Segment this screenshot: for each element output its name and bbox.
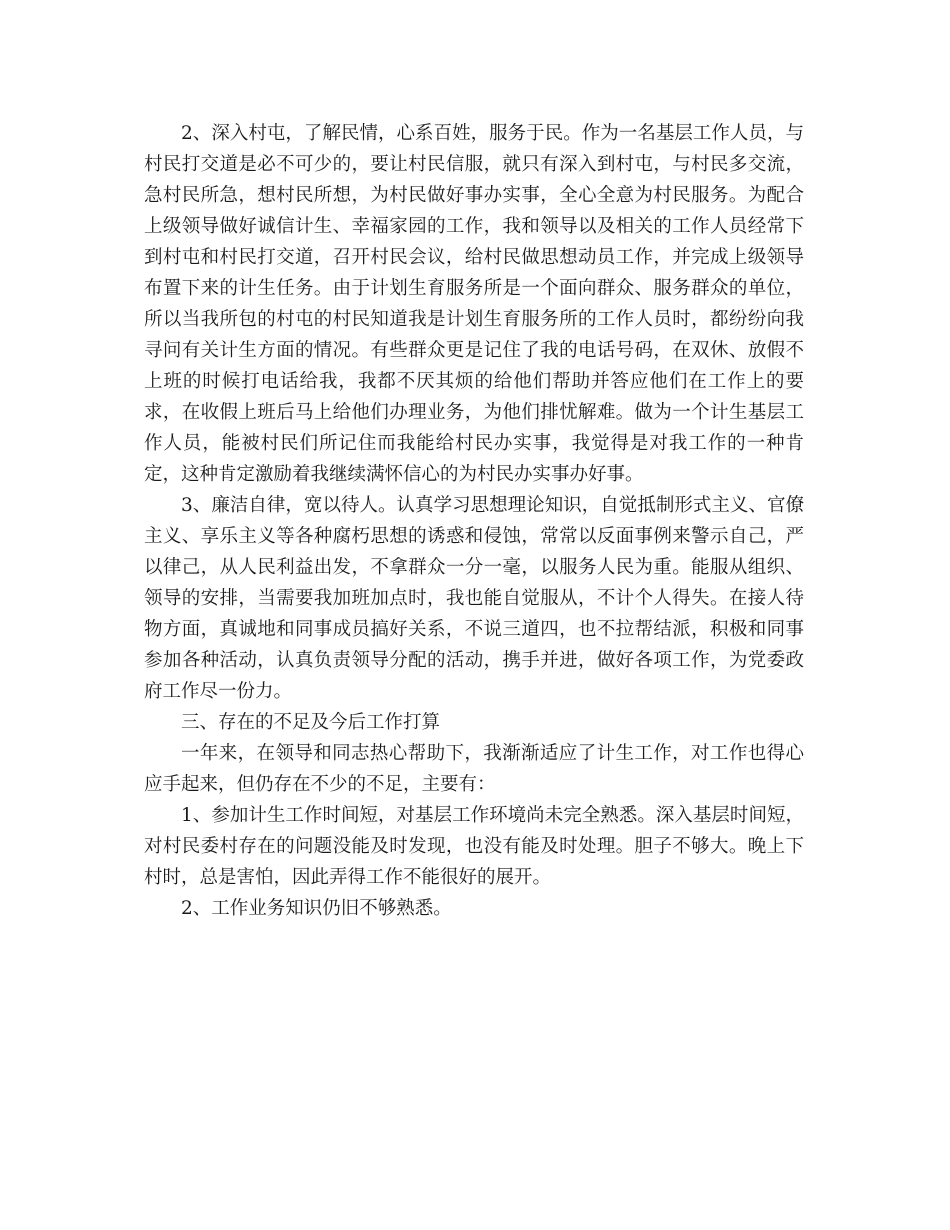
paragraph-shortcoming-2: 2、工作业务知识仍旧不够熟悉。 <box>181 898 452 919</box>
paragraph-intro: 一年来，在领导和同志热心帮助下，我渐渐适应了计生工作，对工作也得心应手起来，但仍存在不少的不足，主要有： <box>144 743 804 795</box>
section-heading-3: 三、存在的不足及今后工作打算 <box>181 712 441 733</box>
paragraph-point-3: 3、廉洁自律，宽以待人。认真学习思想理论知识，自觉抵制形式主义、官僚主义、享乐主义等各种腐朽思想的诱惑和侵蚀，常常以反面事例来警示自己，严以律己，从人民利益出发，不拿群众一分一毫，以服务人民为重。能服从组织、领导的安排，当需要我加班加点时，我也能自觉服从，不计个人得失。在接人待物方面，真诚地和同事成员搞好关系，不说三道四，也不拉帮结派，积极和同事参加各种活动，认真负责领导分配的活动，携手并进，做好各项工作，为党委政府工作尽一份力。 <box>144 495 804 702</box>
paragraph-point-2: 2、深入村屯，了解民情，心系百姓，服务于民。作为一名基层工作人员，与村民打交道是必不可少的，要让村民信服，就只有深入到村屯，与村民多交流，急村民所急，想村民所想，为村民做好事办实事，全心全意为村民服务。为配合上级领导做好诚信计生、幸福家园的工作，我和领导以及相关的工作人员经常下到村屯和村民打交道，召开村民会议，给村民做思想动员工作，并完成上级领导布置下来的计生任务。由于计划生育服务所是一个面向群众、服务群众的单位，所以当我所包的村屯的村民知道我是计划生育服务所的工作人员时，都纷纷向我寻问有关计生方面的情况。有些群众更是记住了我的电话号码，在双休、放假不上班的时候打电话给我，我都不厌其烦的给他们帮助并答应他们在工作上的要求，在收假上班后马上给他们办理业务，为他们排忧解难。做为一个计生基层工作人员，能被村民们所记住而我能给村民办实事，我觉得是对我工作的一种肯定，这种肯定激励着我继续满怀信心的为村民办实事办好事。 <box>144 123 804 485</box>
paragraph-shortcoming-1: 1、参加计生工作时间短，对基层工作环境尚未完全熟悉。深入基层时间短，对村民委村存在的问题没能及时发现，也没有能及时处理。胆子不够大。晚上下村时，总是害怕，因此弄得工作不能很好的展开。 <box>144 805 804 888</box>
document-body <box>144 118 804 924</box>
